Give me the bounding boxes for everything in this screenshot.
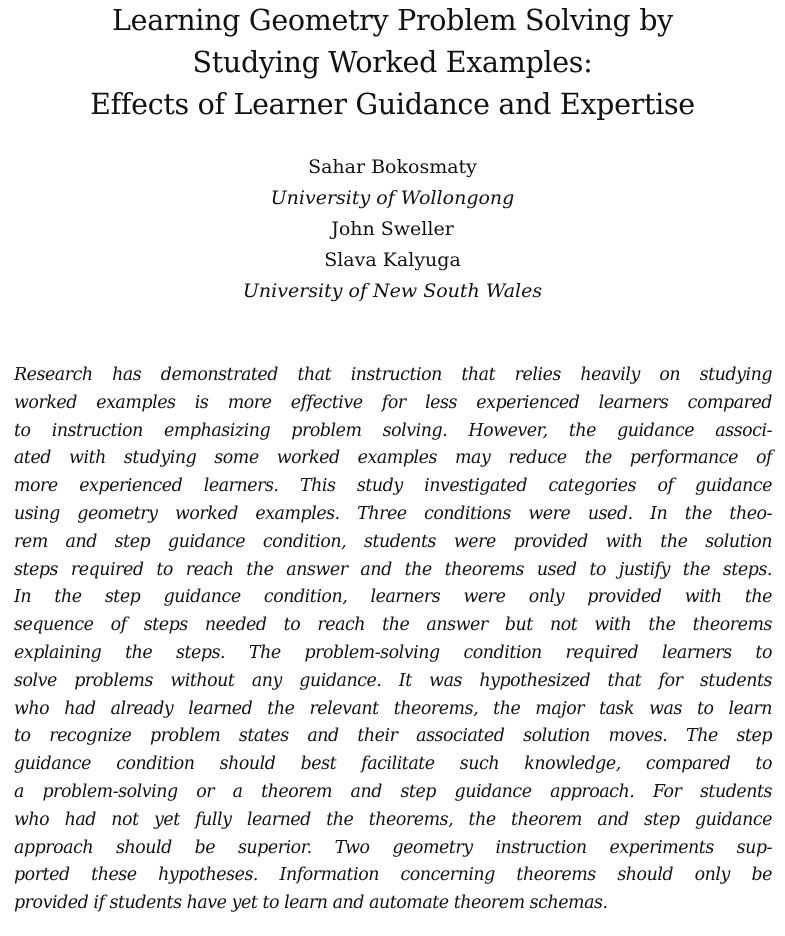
author-block [0,152,785,307]
abstract-line: sequence of steps needed to reach the answer but not with the theorems [14,615,772,636]
abstract-line: rem and step guidance condition, students were provided with the solution [14,531,772,552]
abstract-line: In the step guidance condition, learners were only provided with the [14,587,772,608]
author-affiliation: University of Wollongong [270,187,515,209]
abstract-line: using geometry worked examples. Three conditions were used. In the theo- [14,503,772,524]
abstract-line: Research has demonstrated that instruction that relies heavily on studying [14,365,772,385]
abstract-line: steps required to reach the answer and the theorems used to justify the steps. [14,559,772,580]
author-name: Sahar Bokosmaty [308,156,477,178]
title-line: Effects of Learner Guidance and Expertise [90,88,695,121]
abstract-line: who had not yet fully learned the theorems, the theorem and step guidance [14,809,772,830]
abstract-line: to instruction emphasizing problem solving. However, the guidance associ- [14,420,772,441]
abstract-line: ated with studying some worked examples may reduce the performance of [14,448,772,469]
abstract-line: approach should be superior. Two geometry instruction experiments sup- [14,837,772,858]
abstract-line: more experienced learners. This study investigated categories of guidance [14,476,772,497]
abstract-line: explaining the steps. The problem-solving condition required learners to [14,642,772,663]
paper-title [0,0,785,126]
abstract-line: solve problems without any guidance. It was hypothesized that for students [14,670,772,691]
abstract-line: worked examples is more effective for less experienced learners compared [14,392,772,413]
title-line: Studying Worked Examples: [192,46,593,79]
abstract [14,362,772,918]
abstract-line: provided if students have yet to learn and automate theorem schemas. [14,893,608,914]
abstract-line: to recognize problem states and their associated solution moves. The step [14,726,772,747]
author-name: Slava Kalyuga [324,249,461,271]
abstract-line: who had already learned the relevant theorems, the major task was to learn [14,698,772,719]
author-name: John Sweller [331,218,454,240]
abstract-line: guidance condition should best facilitate such knowledge, compared to [14,754,772,775]
abstract-line: ported these hypotheses. Information concerning theorems should only be [14,865,772,886]
author-affiliation: University of New South Wales [242,280,543,302]
title-line: Learning Geometry Problem Solving by [112,4,673,37]
abstract-line: a problem-solving or a theorem and step guidance approach. For students [14,781,772,802]
